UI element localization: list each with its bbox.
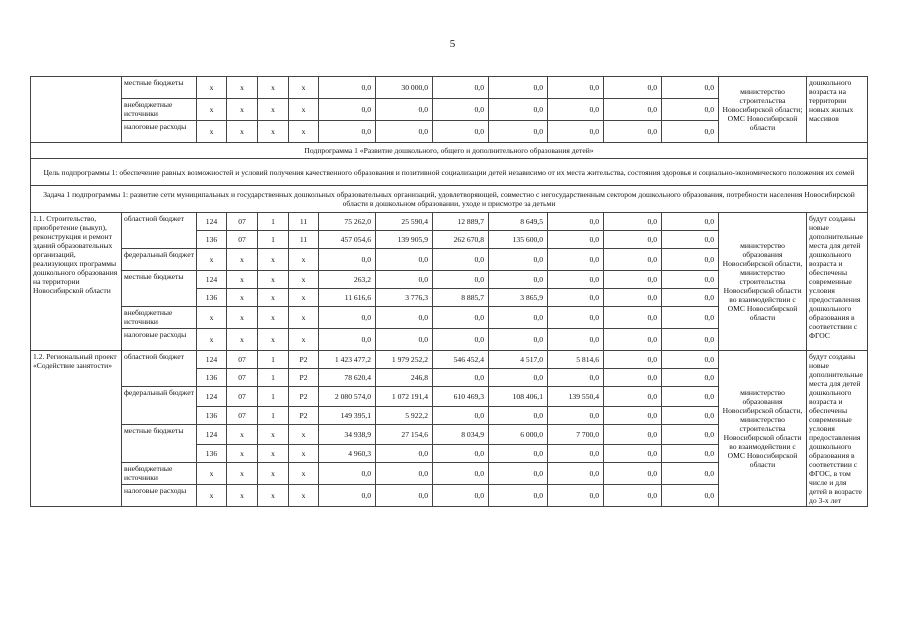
amount-cell: 0,0: [489, 407, 548, 425]
budget-code-cell: x: [258, 329, 289, 351]
subprogram-goal: Цель подпрограммы 1: обеспечение равных возможностей и условий получения качественного образования и позитивной социализации детей независимо от их места жительства, состояния здоровья и социально-экономического положения их семей: [31, 159, 868, 186]
amount-cell: 0,0: [489, 271, 548, 289]
amount-cell: 0,0: [604, 445, 662, 463]
amount-cell: 0,0: [548, 445, 604, 463]
budget-code-cell: x: [197, 77, 227, 99]
amount-cell: 27 154,6: [376, 425, 433, 445]
amount-cell: 0,0: [548, 121, 604, 143]
result-cell: будут созданы новые дополнительные места для детей дошкольного возраста и обеспечены современные условия предоставления дошкольного образования в соответствии с ФГОС: [807, 213, 868, 351]
amount-cell: 457 054,6: [319, 231, 376, 249]
budget-code-cell: P2: [289, 369, 319, 387]
amount-cell: 0,0: [489, 369, 548, 387]
budget-code-cell: x: [258, 289, 289, 307]
amount-cell: 139 550,4: [548, 387, 604, 407]
amount-cell: 11 616,6: [319, 289, 376, 307]
budget-code-cell: x: [258, 307, 289, 329]
budget-code-cell: x: [197, 121, 227, 143]
amount-cell: 0,0: [376, 329, 433, 351]
amount-cell: 7 700,0: [548, 425, 604, 445]
amount-cell: 25 590,4: [376, 213, 433, 231]
budget-code-cell: 136: [197, 231, 227, 249]
amount-cell: 246,8: [376, 369, 433, 387]
budget-code-cell: x: [289, 425, 319, 445]
budget-code-cell: x: [227, 445, 258, 463]
amount-cell: 8 034,9: [433, 425, 489, 445]
budget-code-cell: 07: [227, 387, 258, 407]
budget-code-cell: x: [258, 425, 289, 445]
amount-cell: 0,0: [604, 289, 662, 307]
amount-cell: 0,0: [433, 329, 489, 351]
amount-cell: 0,0: [662, 121, 719, 143]
budget-code-cell: 07: [227, 407, 258, 425]
budget-code-cell: P2: [289, 351, 319, 369]
amount-cell: 0,0: [319, 121, 376, 143]
amount-cell: 610 469,3: [433, 387, 489, 407]
budget-code-cell: x: [289, 445, 319, 463]
executor-cell: министерство строительства Новосибирской области; ОМС Новосибирской области: [719, 77, 807, 143]
amount-cell: 0,0: [548, 99, 604, 121]
budget-code-cell: 1: [258, 231, 289, 249]
budget-code-cell: 136: [197, 369, 227, 387]
amount-cell: 0,0: [489, 329, 548, 351]
budget-code-cell: x: [227, 77, 258, 99]
amount-cell: 3 865,9: [489, 289, 548, 307]
budget-code-cell: 11: [289, 213, 319, 231]
budget-code-cell: x: [289, 485, 319, 507]
amount-cell: 135 600,0: [489, 231, 548, 249]
amount-cell: 0,0: [489, 99, 548, 121]
budget-code-cell: x: [289, 249, 319, 271]
funding-source-label: областной бюджет: [122, 351, 197, 387]
budget-code-cell: x: [258, 463, 289, 485]
budget-code-cell: x: [258, 249, 289, 271]
amount-cell: 0,0: [433, 271, 489, 289]
amount-cell: 0,0: [433, 369, 489, 387]
budget-code-cell: x: [227, 249, 258, 271]
budget-code-cell: x: [227, 463, 258, 485]
budget-code-cell: x: [289, 77, 319, 99]
budget-code-cell: x: [289, 289, 319, 307]
amount-cell: 0,0: [604, 99, 662, 121]
amount-cell: 0,0: [548, 307, 604, 329]
amount-cell: 0,0: [604, 271, 662, 289]
budget-code-cell: x: [227, 329, 258, 351]
funding-source-label: внебюджетные источники: [122, 307, 197, 329]
amount-cell: 0,0: [662, 445, 719, 463]
measure-name-cell: [31, 77, 122, 143]
budget-code-cell: x: [227, 271, 258, 289]
funding-source-label: местные бюджеты: [122, 77, 197, 99]
amount-cell: 4 960,3: [319, 445, 376, 463]
amount-cell: 262 670,8: [433, 231, 489, 249]
budget-code-cell: 1: [258, 369, 289, 387]
budget-code-cell: 124: [197, 213, 227, 231]
amount-cell: 0,0: [433, 307, 489, 329]
funding-source-label: областной бюджет: [122, 213, 197, 249]
subprogram-task: Задача 1 подпрограммы 1: развитие сети муниципальных и государственных дошкольных образовательных организаций, удовлетворяющей, совместно с негосударственным сектором дошкольного образования, потребности населения Новосибирской области в дошкольном образовании, уходе и присмотре за детьми: [31, 186, 868, 213]
amount-cell: 0,0: [662, 463, 719, 485]
amount-cell: 1 423 477,2: [319, 351, 376, 369]
task-row: [31, 186, 868, 213]
budget-code-cell: 1: [258, 387, 289, 407]
amount-cell: 0,0: [662, 99, 719, 121]
amount-cell: 0,0: [604, 213, 662, 231]
budget-code-cell: 136: [197, 445, 227, 463]
budget-code-cell: x: [258, 99, 289, 121]
budget-code-cell: x: [289, 463, 319, 485]
budget-code-cell: 1: [258, 407, 289, 425]
amount-cell: 0,0: [319, 463, 376, 485]
budget-code-cell: x: [289, 307, 319, 329]
budget-code-cell: 124: [197, 425, 227, 445]
amount-cell: 0,0: [489, 249, 548, 271]
amount-cell: 0,0: [662, 425, 719, 445]
funding-source-label: налоговые расходы: [122, 121, 197, 143]
amount-cell: 0,0: [604, 121, 662, 143]
amount-cell: 0,0: [433, 463, 489, 485]
executor-cell: министерство образования Новосибирской области, министерство строительства Новосибирской области во взаимодействии с ОМС Новосибирской области: [719, 213, 807, 351]
amount-cell: 0,0: [604, 425, 662, 445]
budget-code-cell: 124: [197, 271, 227, 289]
amount-cell: 0,0: [319, 99, 376, 121]
amount-cell: 149 395,1: [319, 407, 376, 425]
amount-cell: 0,0: [433, 407, 489, 425]
budget-code-cell: x: [258, 271, 289, 289]
amount-cell: 0,0: [433, 485, 489, 507]
amount-cell: 0,0: [548, 407, 604, 425]
amount-cell: 0,0: [662, 289, 719, 307]
table-row: [31, 213, 868, 231]
amount-cell: 75 262,0: [319, 213, 376, 231]
amount-cell: 78 620,4: [319, 369, 376, 387]
amount-cell: 0,0: [604, 307, 662, 329]
amount-cell: 139 905,9: [376, 231, 433, 249]
measure-name: 1.2. Региональный проект «Содействие занятости»: [31, 351, 122, 507]
budget-code-cell: 07: [227, 369, 258, 387]
amount-cell: 0,0: [662, 249, 719, 271]
amount-cell: 0,0: [662, 351, 719, 369]
amount-cell: 1 979 252,2: [376, 351, 433, 369]
amount-cell: 0,0: [548, 369, 604, 387]
amount-cell: 0,0: [604, 407, 662, 425]
budget-code-cell: x: [258, 121, 289, 143]
amount-cell: 0,0: [604, 463, 662, 485]
amount-cell: 0,0: [604, 77, 662, 99]
amount-cell: 0,0: [376, 463, 433, 485]
result-cell: дошкольного возраста на территории новых жилых массивов: [807, 77, 868, 143]
amount-cell: 0,0: [548, 289, 604, 307]
funding-source-label: внебюджетные источники: [122, 99, 197, 121]
amount-cell: 0,0: [548, 231, 604, 249]
amount-cell: 0,0: [662, 407, 719, 425]
budget-code-cell: x: [258, 445, 289, 463]
budget-code-cell: 07: [227, 351, 258, 369]
amount-cell: 8 885,7: [433, 289, 489, 307]
budget-code-cell: x: [289, 271, 319, 289]
amount-cell: 546 452,4: [433, 351, 489, 369]
amount-cell: 0,0: [604, 329, 662, 351]
amount-cell: 0,0: [662, 329, 719, 351]
budget-code-cell: x: [289, 121, 319, 143]
budget-code-cell: x: [227, 307, 258, 329]
amount-cell: 12 889,7: [433, 213, 489, 231]
funding-source-label: федеральный бюджет: [122, 249, 197, 271]
amount-cell: 0,0: [662, 387, 719, 407]
amount-cell: 0,0: [489, 121, 548, 143]
budget-code-cell: x: [197, 485, 227, 507]
amount-cell: 0,0: [433, 99, 489, 121]
funding-source-label: налоговые расходы: [122, 485, 197, 507]
amount-cell: 3 776,3: [376, 289, 433, 307]
budget-code-cell: x: [197, 329, 227, 351]
amount-cell: 0,0: [319, 249, 376, 271]
amount-cell: 0,0: [319, 77, 376, 99]
amount-cell: 30 000,0: [376, 77, 433, 99]
budget-code-cell: 11: [289, 231, 319, 249]
amount-cell: 0,0: [604, 387, 662, 407]
funding-source-label: внебюджетные источники: [122, 463, 197, 485]
budget-code-cell: 136: [197, 407, 227, 425]
budget-code-cell: P2: [289, 387, 319, 407]
amount-cell: 0,0: [662, 231, 719, 249]
budget-code-cell: x: [289, 329, 319, 351]
subprogram-title: Подпрограмма 1 «Развитие дошкольного, общего и дополнительного образования детей»: [31, 143, 868, 159]
funding-source-label: местные бюджеты: [122, 271, 197, 307]
amount-cell: 0,0: [376, 99, 433, 121]
amount-cell: 2 080 574,0: [319, 387, 376, 407]
funding-source-label: местные бюджеты: [122, 425, 197, 463]
amount-cell: 0,0: [376, 485, 433, 507]
page-number: 5: [449, 38, 456, 50]
amount-cell: 6 000,0: [489, 425, 548, 445]
budget-code-cell: x: [197, 307, 227, 329]
table-row: [31, 351, 868, 369]
measure-name: 1.1. Строительство, приобретение (выкуп), реконструкция и ремонт зданий образовательных организаций, реализующих программы дошкольного образования на территории Новосибирской области: [31, 213, 122, 351]
amount-cell: 0,0: [548, 271, 604, 289]
budget-code-cell: x: [227, 121, 258, 143]
amount-cell: 0,0: [489, 307, 548, 329]
amount-cell: 263,2: [319, 271, 376, 289]
amount-cell: 0,0: [319, 307, 376, 329]
budget-code-cell: x: [197, 99, 227, 121]
amount-cell: 0,0: [662, 307, 719, 329]
amount-cell: 0,0: [662, 213, 719, 231]
budget-code-cell: 124: [197, 387, 227, 407]
budget-code-cell: 1: [258, 213, 289, 231]
amount-cell: 0,0: [489, 77, 548, 99]
budget-code-cell: 1: [258, 351, 289, 369]
amount-cell: 0,0: [433, 249, 489, 271]
amount-cell: 0,0: [319, 485, 376, 507]
amount-cell: 0,0: [548, 77, 604, 99]
amount-cell: 0,0: [433, 77, 489, 99]
amount-cell: 0,0: [376, 445, 433, 463]
amount-cell: 0,0: [489, 485, 548, 507]
table-row: [31, 77, 868, 99]
amount-cell: 4 517,0: [489, 351, 548, 369]
amount-cell: 0,0: [433, 445, 489, 463]
budget-code-cell: x: [227, 289, 258, 307]
amount-cell: 0,0: [604, 231, 662, 249]
budget-code-cell: 07: [227, 231, 258, 249]
amount-cell: 0,0: [433, 121, 489, 143]
budget-code-cell: 07: [227, 213, 258, 231]
budget-code-cell: x: [258, 77, 289, 99]
amount-cell: 8 649,5: [489, 213, 548, 231]
amount-cell: 0,0: [604, 485, 662, 507]
amount-cell: 0,0: [376, 249, 433, 271]
amount-cell: 0,0: [548, 329, 604, 351]
budget-code-cell: 124: [197, 351, 227, 369]
budget-code-cell: x: [227, 99, 258, 121]
executor-cell: министерство образования Новосибирской области, министерство строительства Новосибирской области во взаимодействии с ОМС Новосибирской области: [719, 351, 807, 507]
budget-code-cell: x: [258, 485, 289, 507]
amount-cell: 0,0: [548, 249, 604, 271]
funding-source-label: налоговые расходы: [122, 329, 197, 351]
budget-code-cell: x: [227, 425, 258, 445]
subprogram-row: [31, 143, 868, 159]
budget-code-cell: x: [197, 249, 227, 271]
program-table: [30, 76, 868, 507]
amount-cell: 0,0: [548, 463, 604, 485]
amount-cell: 0,0: [548, 485, 604, 507]
budget-code-cell: 136: [197, 289, 227, 307]
budget-code-cell: P2: [289, 407, 319, 425]
amount-cell: 0,0: [604, 369, 662, 387]
amount-cell: 0,0: [662, 271, 719, 289]
amount-cell: 0,0: [319, 329, 376, 351]
amount-cell: 0,0: [662, 485, 719, 507]
result-cell: будут созданы новые дополнительные места для детей дошкольного возраста и обеспечены современные условия предоставления дошкольного образования в соответствии с ФГОС, в том числе и для детей в возрасте до 3-х лет: [807, 351, 868, 507]
amount-cell: 5 922,2: [376, 407, 433, 425]
funding-source-label: федеральный бюджет: [122, 387, 197, 425]
amount-cell: 0,0: [489, 463, 548, 485]
budget-code-cell: x: [197, 463, 227, 485]
amount-cell: 1 072 191,4: [376, 387, 433, 407]
amount-cell: 0,0: [604, 249, 662, 271]
amount-cell: 0,0: [662, 369, 719, 387]
amount-cell: 0,0: [489, 445, 548, 463]
goal-row: [31, 159, 868, 186]
budget-code-cell: x: [227, 485, 258, 507]
amount-cell: 108 406,1: [489, 387, 548, 407]
amount-cell: 34 938,9: [319, 425, 376, 445]
amount-cell: 0,0: [662, 77, 719, 99]
amount-cell: 0,0: [376, 271, 433, 289]
amount-cell: 5 814,6: [548, 351, 604, 369]
amount-cell: 0,0: [604, 351, 662, 369]
budget-code-cell: x: [289, 99, 319, 121]
amount-cell: 0,0: [548, 213, 604, 231]
amount-cell: 0,0: [376, 121, 433, 143]
amount-cell: 0,0: [376, 307, 433, 329]
